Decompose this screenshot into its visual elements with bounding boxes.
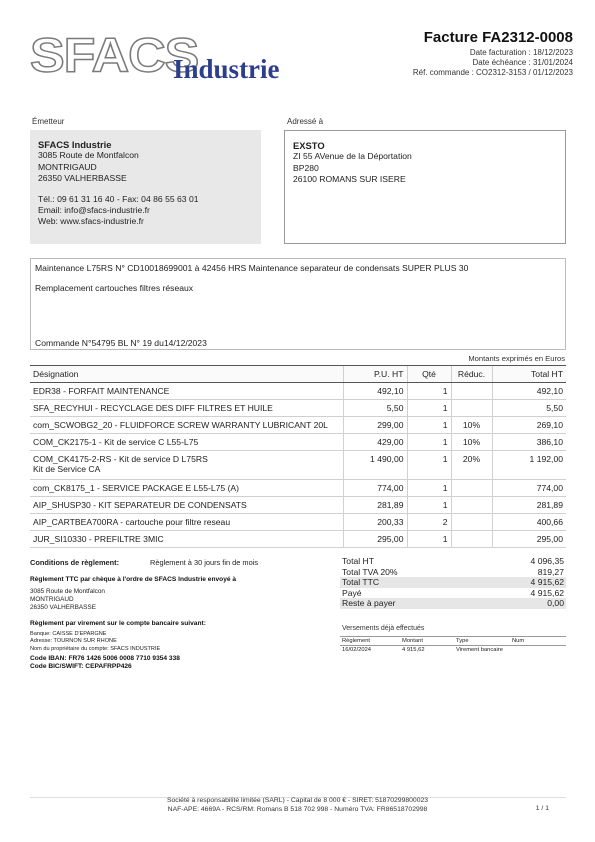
conditions-value: Règlement à 30 jours fin de mois (150, 558, 259, 567)
paid-label: Payé (342, 587, 362, 598)
cell-designation: EDR38 - FORFAIT MAINTENANCE (30, 383, 343, 400)
invoice-date: Date facturation : 18/12/2023 (469, 48, 573, 57)
table-row (30, 451, 566, 480)
payments-col-num: Num (510, 637, 566, 646)
cell-reduc (451, 400, 492, 417)
transfer-iban: Code IBAN: FR76 1426 5006 0008 7710 9354 338 (30, 655, 180, 662)
table-row (30, 514, 566, 531)
recipient-address-line: BP280 (293, 162, 319, 173)
cheque-address-line: MONTRIGAUD (30, 596, 74, 603)
cell-qty: 1 (407, 400, 451, 417)
col-header-total: Total HT (492, 366, 566, 383)
table-header-row (30, 366, 566, 383)
invoice-order-ref: Réf. commande : CO2312-3153 / 01/12/2023 (412, 68, 573, 77)
paid-row (340, 588, 566, 599)
footer-legal-line: NAF-APE: 4669A - RCS/RM: Romans B 518 702 998 - Numéro TVA: FR86518702998 (167, 806, 428, 813)
cell-qty: 1 (407, 383, 451, 400)
payments-table (340, 636, 566, 654)
cell-qty: 1 (407, 531, 451, 548)
remaining-value: 0,00 (547, 598, 564, 609)
payments-row (340, 646, 566, 655)
cell-reduc (451, 480, 492, 497)
emitter-phone: Tél.: 09 61 31 16 40 - Fax: 04 86 55 63 01 (38, 193, 199, 204)
transfer-bank-line: Banque: CAISSE D'EPARGNE (30, 631, 107, 637)
description-order-line: Commande N°54795 BL N° 19 du14/12/2023 (35, 338, 207, 348)
cheque-address-line: 3085 Route de Montfalcon (30, 588, 105, 595)
transfer-bank-line: Adresse: TOURNON SUR RHONE (30, 638, 117, 645)
cell-total: 386,10 (492, 434, 566, 451)
payments-header-row (340, 637, 566, 646)
col-header-pu: P.U. HT (343, 366, 407, 383)
invoice-title: Facture FA2312-0008 (423, 29, 573, 46)
emitter-address-line: 26350 VALHERBASSE (38, 173, 127, 184)
company-logo: SFACS (30, 29, 199, 83)
cell-qty: 1 (407, 451, 451, 480)
transfer-title: Règlement par virement sur le compte bancaire suivant: (30, 620, 206, 627)
cell-qty: 1 (407, 480, 451, 497)
cheque-address-line: 26350 VALHERBASSE (30, 604, 96, 611)
conditions-title: Conditions de règlement: (30, 558, 120, 567)
total-tva-label: Total TVA 20% (342, 566, 398, 577)
table-row (30, 400, 566, 417)
col-header-qty: Qté (407, 366, 451, 383)
cell-reduc (451, 383, 492, 400)
transfer-bic: Code BIC/SWIFT: CEPAFRPP426 (30, 663, 132, 670)
payments-col-type: Type (454, 637, 510, 646)
recipient-address-line: 26100 ROMANS SUR ISERE (293, 174, 406, 185)
cell-designation: JUR_SI10330 - PREFILTRE 3MIC (30, 531, 343, 548)
recipient-name: EXSTO (293, 140, 325, 151)
emitter-address-line: 3085 Route de Montfalcon (38, 150, 139, 161)
cell-designation-line: COM_CK4175-2-RS - Kit de service D L75RS (33, 454, 208, 464)
invoice-due-date: Date échéance : 31/01/2024 (472, 58, 573, 67)
cell-total: 5,50 (492, 400, 566, 417)
cell-total: 281,89 (492, 497, 566, 514)
cell-qty: 1 (407, 497, 451, 514)
total-ttc-row (340, 577, 566, 588)
page-number: 1 / 1 (535, 805, 549, 812)
total-ttc-value: 4 915,62 (530, 577, 564, 588)
payment-type: Virement bancaire (456, 647, 503, 653)
company-logo-subtitle: Industrie (173, 54, 280, 84)
table-row (30, 383, 566, 400)
invoice-lines-table (30, 365, 566, 548)
table-row (30, 434, 566, 451)
cell-designation: COM_CK2175-1 - Kit de service C L55-L75 (30, 434, 343, 451)
cell-pu: 429,00 (343, 434, 407, 451)
invoice-description (30, 258, 566, 350)
description-line: Maintenance L75RS N° CD10018699001 à 42456 HRS Maintenance separateur de condensats SUPER PLUS 30 (35, 263, 469, 273)
cell-pu: 5,50 (343, 400, 407, 417)
emitter-name: SFACS Industrie (38, 139, 112, 150)
payment-num (510, 646, 566, 655)
emitter-box (30, 130, 261, 244)
cell-reduc: 10% (451, 417, 492, 434)
emitter-email: Email: info@sfacs-industrie.fr (38, 205, 150, 216)
total-ht-value: 4 096,35 (530, 556, 564, 566)
payments-title: Versements déjà effectués (342, 625, 425, 632)
cell-qty: 2 (407, 514, 451, 531)
cell-designation: SFA_RECYHUI - RECYCLAGE DES DIFF FILTRES ET HUILE (30, 400, 343, 417)
cell-qty: 1 (407, 434, 451, 451)
cell-total: 400,66 (492, 514, 566, 531)
cheque-title: Règlement TTC par chèque à l'ordre de SFACS Industrie envoyé à (30, 576, 237, 583)
cell-designation-subline: Kit de Service CA (33, 464, 101, 474)
emitter-web: Web: www.sfacs-industrie.fr (38, 216, 144, 227)
total-ht-row (340, 556, 566, 567)
cell-total: 1 192,00 (492, 451, 566, 480)
total-ht-label: Total HT (342, 556, 374, 566)
cell-pu: 1 490,00 (343, 451, 407, 480)
cell-reduc: 10% (451, 434, 492, 451)
totals-block (340, 556, 566, 609)
cell-pu: 200,33 (343, 514, 407, 531)
paid-value: 4 915,62 (530, 587, 564, 598)
cell-reduc (451, 497, 492, 514)
total-tva-row (340, 567, 566, 578)
payments-col-montant: Montant (400, 637, 454, 646)
recipient-label: Adressé à (287, 117, 324, 126)
recipient-box (284, 130, 566, 244)
cheque-address (30, 588, 105, 612)
cell-total: 269,10 (492, 417, 566, 434)
emitter-label: Émetteur (32, 117, 65, 126)
table-row (30, 417, 566, 434)
cell-reduc: 20% (451, 451, 492, 480)
cell-total: 295,00 (492, 531, 566, 548)
payment-amount: 4 915,62 (402, 647, 425, 653)
table-row (30, 497, 566, 514)
cell-qty: 1 (407, 417, 451, 434)
transfer-bank-details (30, 631, 160, 653)
table-row (30, 531, 566, 548)
description-line: Remplacement cartouches filtres réseaux (35, 283, 194, 293)
cell-designation: AIP_CARTBEA700RA - cartouche pour filtre reseau (30, 514, 343, 531)
cell-reduc (451, 514, 492, 531)
footer-legal-line: Société à responsabilité limitée (SARL) - Capital de 8 000 € - SIRET: 51870299800023 (166, 797, 429, 804)
col-header-reduc: Réduc. (451, 366, 492, 383)
cell-designation: com_CK8175_1 - SERVICE PACKAGE E L55-L75 (A) (30, 480, 343, 497)
col-header-designation: Désignation (30, 366, 343, 383)
total-tva-value: 819,27 (537, 566, 564, 577)
payments-col-reglement: Règlement (340, 637, 400, 646)
total-ttc-label: Total TTC (342, 577, 380, 588)
cell-designation: com_SCWOBG2_20 - FLUIDFORCE SCREW WARRANTY LUBRICANT 20L (30, 417, 343, 434)
cell-reduc (451, 531, 492, 548)
cell-pu: 281,89 (343, 497, 407, 514)
table-row (30, 480, 566, 497)
cell-pu: 492,10 (343, 383, 407, 400)
cell-total: 492,10 (492, 383, 566, 400)
payment-date: 16/02/2024 (342, 647, 372, 653)
cell-designation (30, 451, 343, 480)
cell-designation: AIP_SHUSP30 - KIT SEPARATEUR DE CONDENSATS (30, 497, 343, 514)
remaining-label: Reste à payer (342, 598, 396, 609)
recipient-address-line: ZI 55 AVenue de la Déportation (293, 151, 412, 162)
transfer-bank-line: Nom du propriétaire du compte: SFACS INDUSTRIE (30, 645, 161, 652)
cell-pu: 774,00 (343, 480, 407, 497)
remaining-row (340, 598, 566, 609)
emitter-address-line: MONTRIGAUD (38, 161, 97, 172)
cell-pu: 299,00 (343, 417, 407, 434)
cell-total: 774,00 (492, 480, 566, 497)
currency-note: Montants exprimés en Euros (468, 354, 565, 363)
cell-pu: 295,00 (343, 531, 407, 548)
